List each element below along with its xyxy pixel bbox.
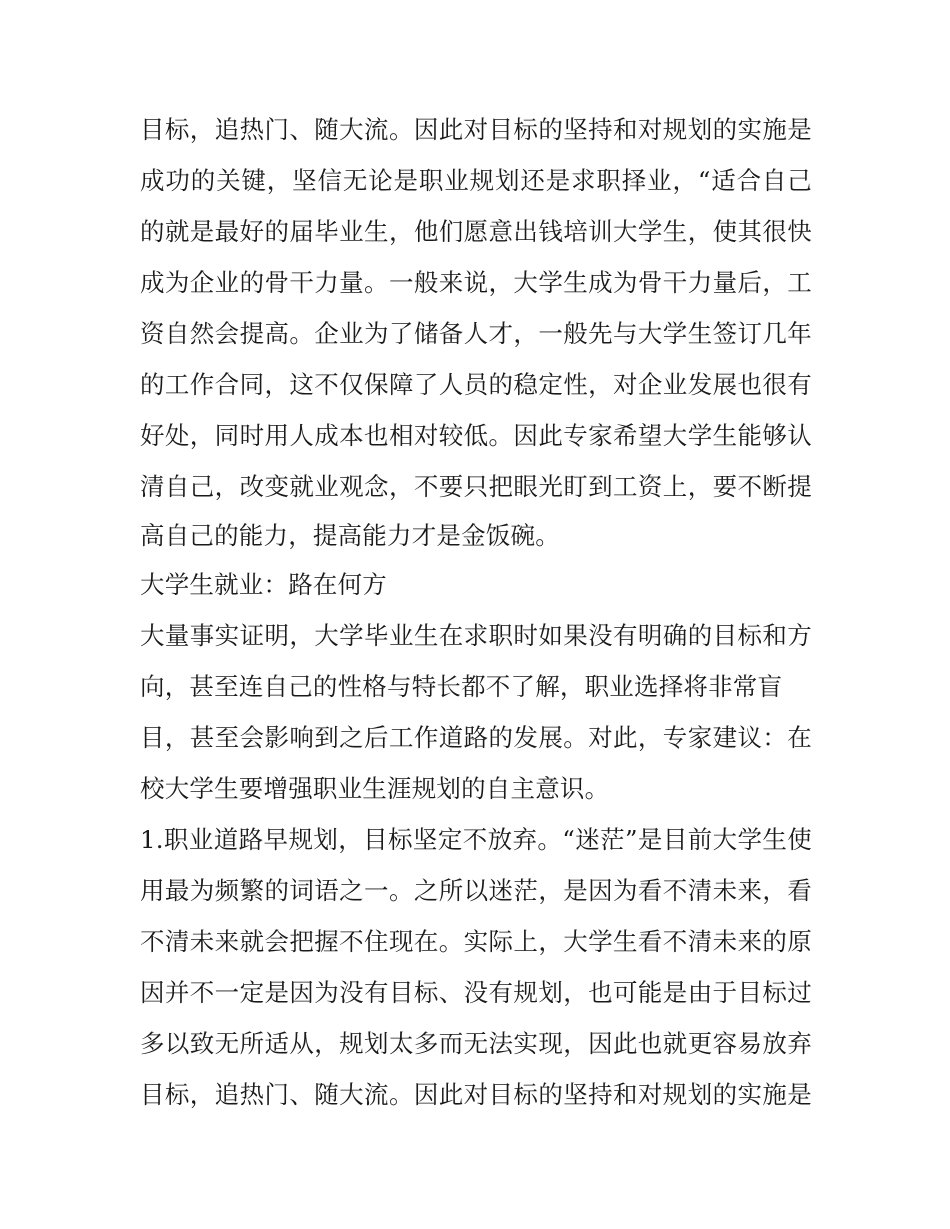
text-line: 目标，追热门、随大流。因此对目标的坚持和对规划的实施是 bbox=[140, 1080, 812, 1109]
text-line: 校大学生要增强职业生涯规划的自主意识。 bbox=[140, 774, 610, 803]
text-line: 成为企业的骨干力量。一般来说，大学生成为骨干力量后，工 bbox=[140, 268, 812, 297]
text-line: 清自己，改变就业观念，不要只把眼光盯到工资上，要不断提 bbox=[140, 472, 812, 501]
text-line: 成功的关键，坚信无论是职业规划还是求职择业，“适合自己 bbox=[140, 166, 812, 195]
text-line: 的工作合同，这不仅保障了人员的稳定性，对企业发展也很有 bbox=[140, 370, 812, 399]
text-line: 目标，追热门、随大流。因此对目标的坚持和对规划的实施是 bbox=[140, 115, 812, 144]
text-line: 不清未来就会把握不住现在。实际上，大学生看不清未来的原 bbox=[140, 927, 812, 956]
text-line: 向，甚至连自己的性格与特长都不了解，职业选择将非常盲 bbox=[140, 672, 783, 701]
text-line: 大量事实证明，大学毕业生在求职时如果没有明确的目标和方 bbox=[140, 621, 812, 650]
section-heading: 大学生就业：路在何方 bbox=[140, 570, 387, 599]
text-line: 目，甚至会影响到之后工作道路的发展。对此，专家建议：在 bbox=[140, 723, 812, 752]
text-line: 的就是最好的届毕业生，他们愿意出钱培训大学生，使其很快 bbox=[140, 217, 812, 246]
text-line: 用最为频繁的词语之一。之所以迷茫，是因为看不清未来，看 bbox=[140, 876, 812, 905]
text-line: 多以致无所适从，规划太多而无法实现，因此也就更容易放弃 bbox=[140, 1029, 812, 1058]
text-line: 好处，同时用人成本也相对较低。因此专家希望大学生能够认 bbox=[140, 421, 812, 450]
text-line: 高自己的能力，提高能力才是金饭碗。 bbox=[140, 521, 560, 550]
text-line: 因并不一定是因为没有目标、没有规划，也可能是由于目标过 bbox=[140, 978, 812, 1007]
text-line: 资自然会提高。企业为了储备人才，一般先与大学生签订几年 bbox=[140, 319, 812, 348]
text-line: 1.职业道路早规划，目标坚定不放弃。“迷茫”是目前大学生使 bbox=[140, 825, 812, 854]
